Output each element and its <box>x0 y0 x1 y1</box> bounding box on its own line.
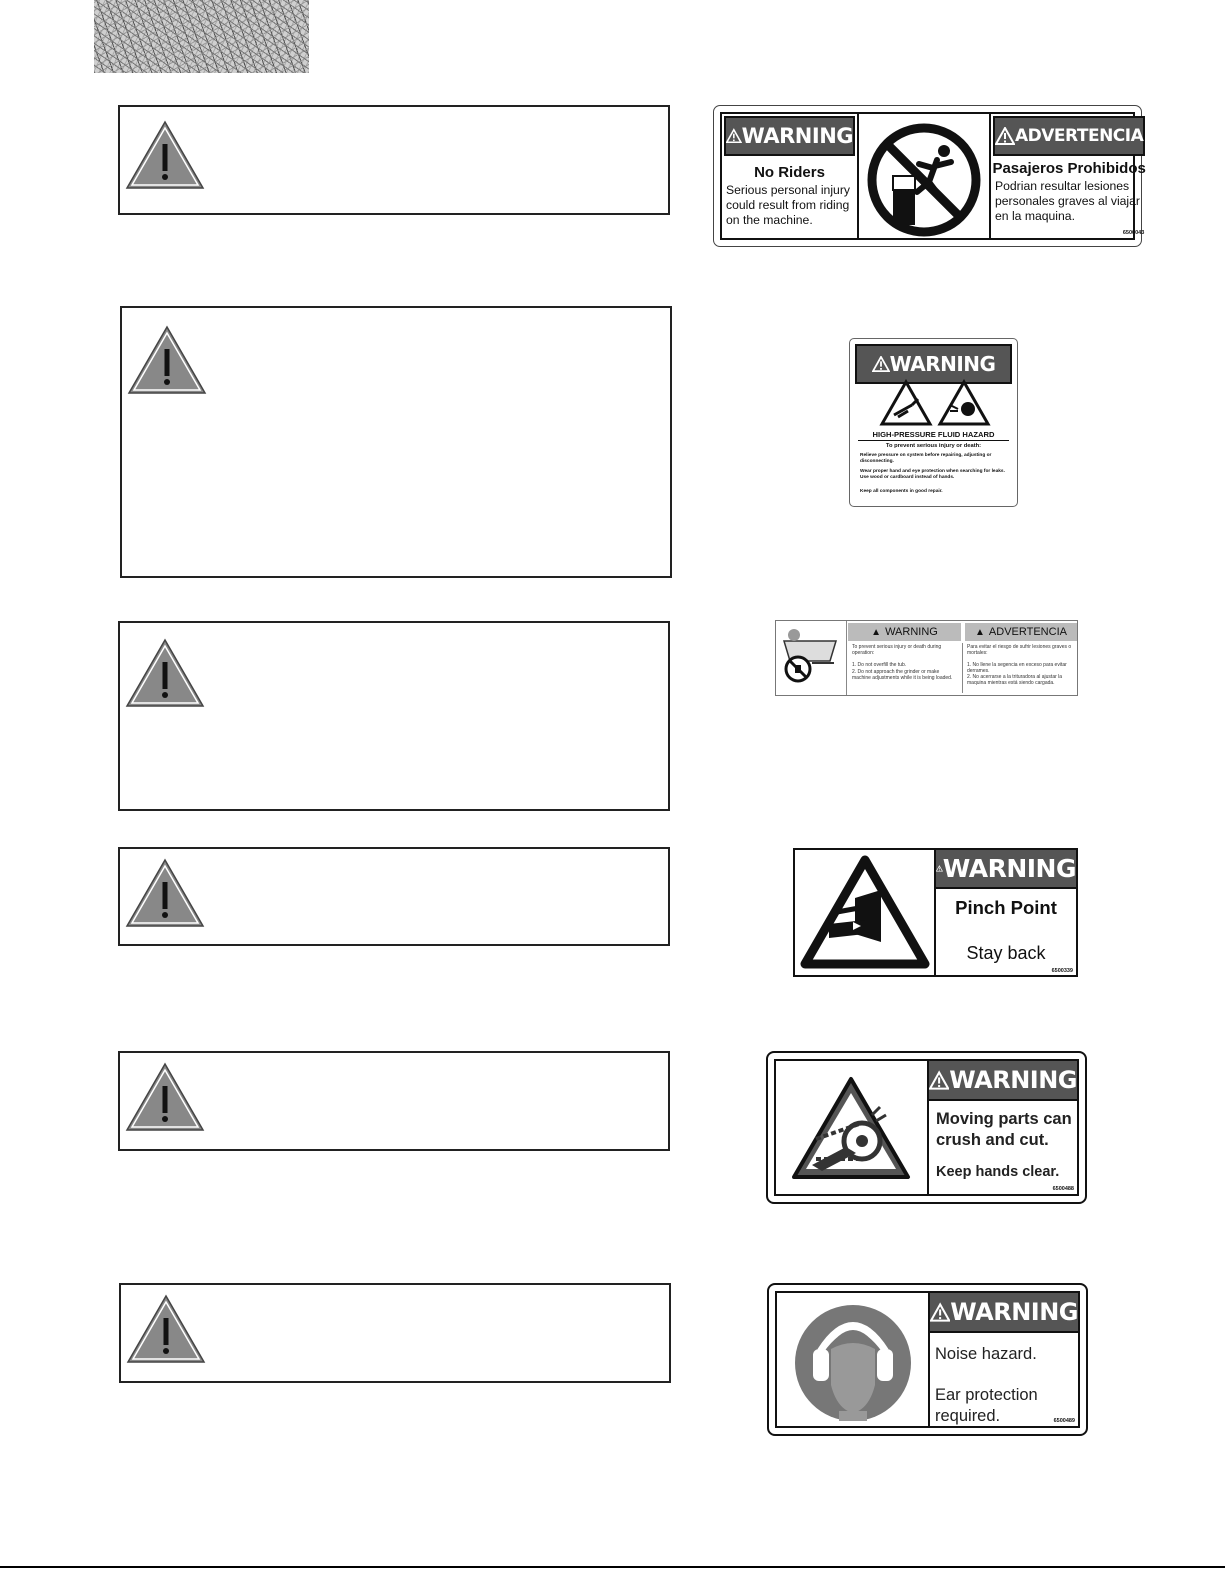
warning-header: WARNING <box>936 850 1076 889</box>
decal-pinch-point <box>793 848 1078 977</box>
decal-instruction: Ear protection required. <box>935 1386 1038 1425</box>
footer-rule <box>0 1566 1225 1568</box>
fluid-hazard-icons <box>878 379 992 427</box>
decal-line: Wear proper hand and eye protection when searching for leaks. Use wood or cardboard instead of hands. <box>860 469 1005 480</box>
decal-noise-hazard <box>767 1283 1088 1436</box>
decal-code: 6500339 <box>1051 968 1073 974</box>
decal-title: Pinch Point <box>955 897 1057 918</box>
warning-box-1 <box>118 105 670 215</box>
decal-fluid-hazard <box>849 338 1018 507</box>
warning-box-6 <box>119 1283 671 1383</box>
decal-line: Relieve pressure on system before repairing, adjusting or disconnecting. <box>860 453 992 464</box>
decal-intro: To prevent serious injury or death during operation: <box>852 644 942 656</box>
warning-header: WARNING <box>930 1293 1078 1333</box>
decal-code: 6500488 <box>1052 1186 1074 1192</box>
warning-triangle-icon <box>936 858 943 879</box>
no-riders-icon <box>859 114 989 242</box>
decal-instruction: Stay back <box>966 943 1046 963</box>
pinch-pictogram <box>795 850 936 975</box>
header-texture-image <box>94 0 309 73</box>
divider <box>858 440 1009 441</box>
decal-title: No Riders <box>754 164 825 181</box>
ear-protection-pictogram <box>777 1293 930 1426</box>
decal-title: Noise hazard. <box>935 1345 1037 1363</box>
decal-body: Serious personal injury could result from riding on the machine. <box>726 183 850 227</box>
decal-title-es: Pasajeros Prohibidos <box>992 160 1146 177</box>
warning-header: WARNING <box>724 116 855 156</box>
warning-triangle-icon <box>124 1061 206 1133</box>
decal-instruction: Keep hands clear. <box>936 1164 1060 1180</box>
grinder-pictogram <box>776 621 847 695</box>
chain-sprocket-icon <box>776 1061 927 1198</box>
warning-triangle-icon <box>125 1293 207 1365</box>
moving-parts-pictogram <box>776 1061 929 1194</box>
pinch-point-icon <box>795 850 934 975</box>
warning-triangle-icon <box>124 857 206 929</box>
warning-box-4 <box>118 847 670 946</box>
decal-line: Keep all components in good repair. <box>860 489 943 494</box>
warning-triangle-icon <box>929 1070 949 1091</box>
warning-triangle-icon <box>124 119 206 191</box>
advertencia-header: ADVERTENCIA <box>993 116 1145 156</box>
decal-moving-parts <box>766 1051 1087 1204</box>
decal-item-es: 1. No llene la segencia en exceso para evitar derrames. <box>967 662 1067 674</box>
decal-body-es: Podrian resultar lesiones personales graves al viajar en la maquina. <box>995 179 1140 223</box>
warning-header: WARNING <box>855 344 1012 384</box>
decal-code: 6500489 <box>1053 1418 1075 1424</box>
warning-triangle-icon <box>126 324 208 396</box>
grinder-icon <box>776 621 846 695</box>
decal-code: 6500043 <box>1122 230 1145 236</box>
warning-triangle-icon <box>930 1302 950 1323</box>
decal-intro-es: Para evitar el riesgo de sufrir lesiones graves o mortales: <box>967 644 1072 656</box>
warning-box-3 <box>118 621 670 811</box>
warning-header: WARNING <box>929 1061 1077 1101</box>
warning-triangle-icon <box>124 637 206 709</box>
warning-triangle-icon <box>726 127 742 145</box>
decal-title: Moving parts can crush and cut. <box>936 1110 1072 1149</box>
ear-protection-icon <box>777 1293 928 1430</box>
warning-triangle-icon <box>995 127 1015 145</box>
decal-subtitle: To prevent serious injury or death: <box>885 443 982 449</box>
decal-no-riders <box>713 105 1146 247</box>
decal-item: 2. Do not approach the grinder or make machine adjustments while it is being loaded. <box>852 669 953 681</box>
warning-box-2 <box>120 306 672 578</box>
divider <box>962 643 963 693</box>
warning-header: ▲ WARNING <box>848 623 961 641</box>
warning-box-5 <box>118 1051 670 1151</box>
advertencia-header: ▲ ADVERTENCIA <box>965 623 1077 641</box>
warning-triangle-icon <box>872 356 890 372</box>
decal-item-es: 2. No acerrarse a la trituradora al ajustar la maquina mientras está siendo cargada. <box>967 674 1063 686</box>
decal-item: 1. Do not overfill the tub. <box>852 662 907 668</box>
hazard-title: HIGH-PRESSURE FLUID HAZARD <box>872 430 995 439</box>
decal-tub-warning <box>775 620 1078 696</box>
